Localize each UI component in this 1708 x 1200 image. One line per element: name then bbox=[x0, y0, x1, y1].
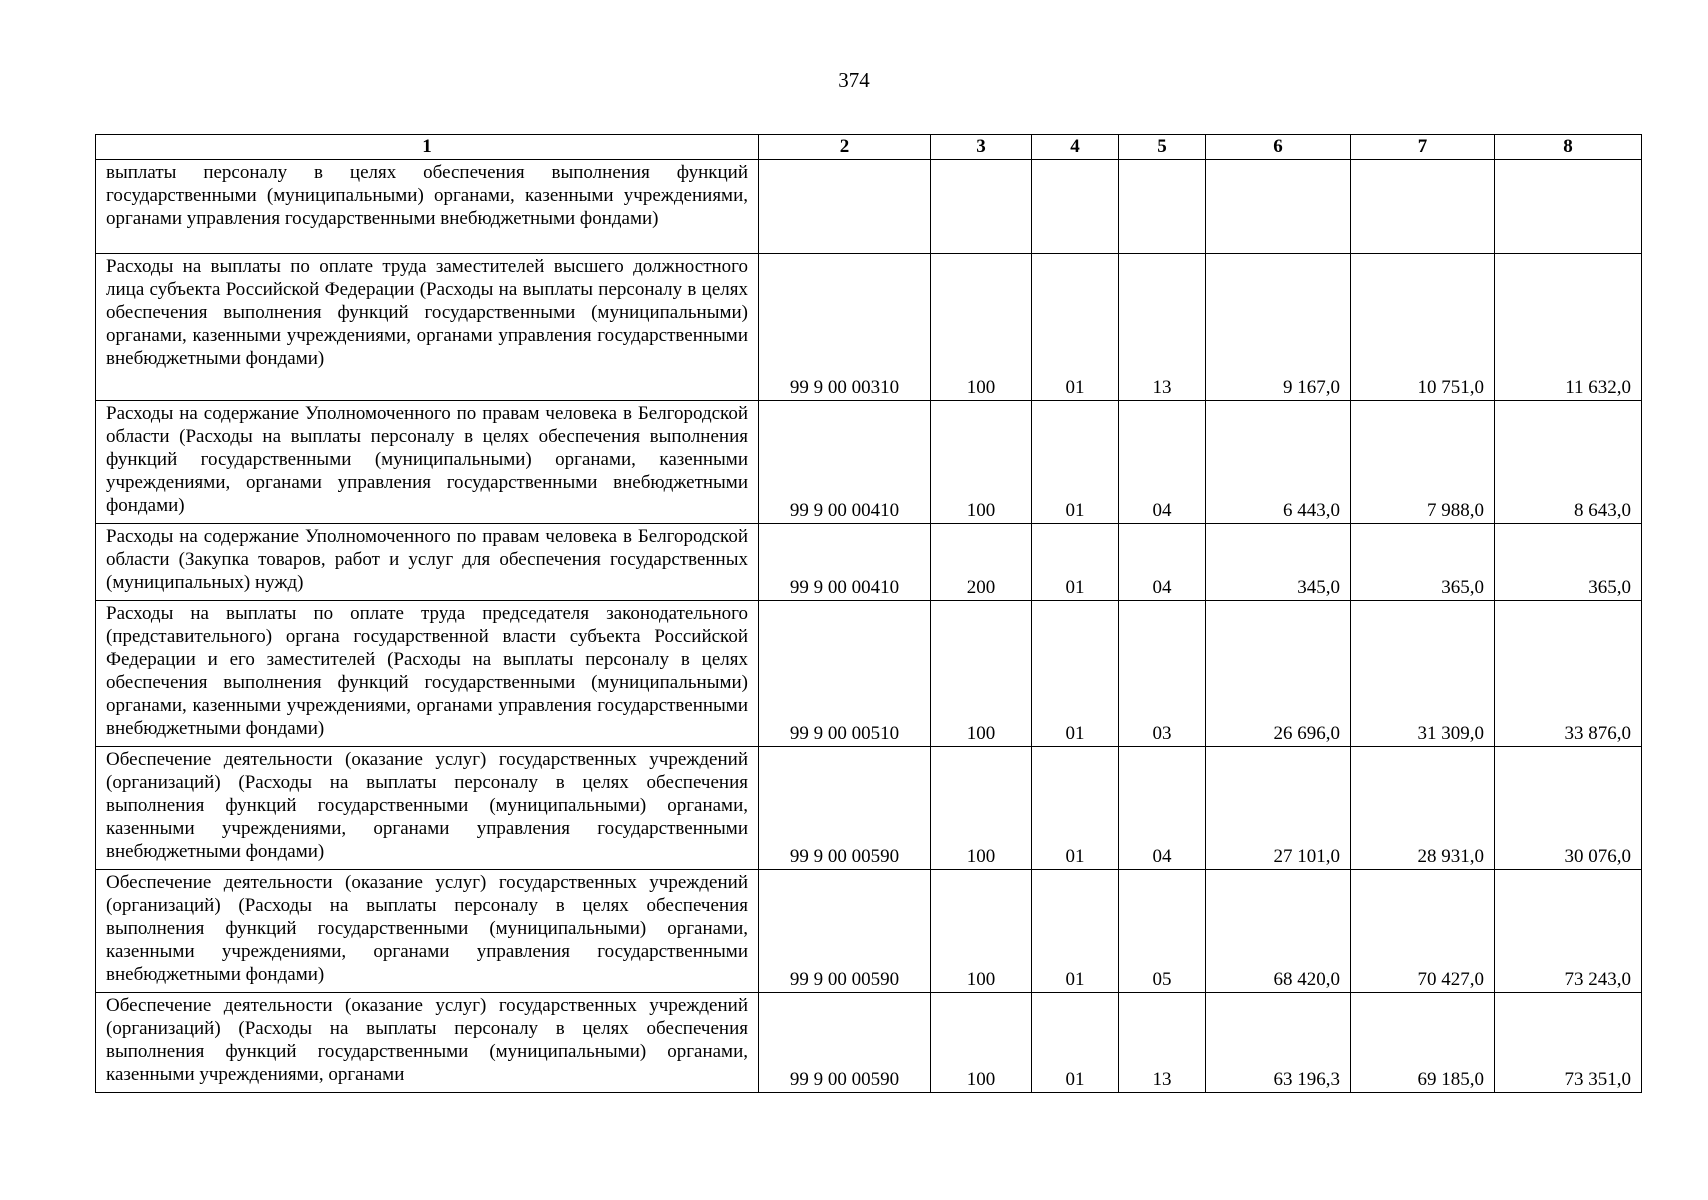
row-col-8: 11 632,0 bbox=[1495, 254, 1642, 401]
table-row bbox=[96, 254, 1642, 401]
table-row bbox=[96, 401, 1642, 524]
table-row bbox=[96, 524, 1642, 601]
header-col-2: 2 bbox=[759, 135, 931, 160]
row-col-5: 04 bbox=[1119, 524, 1206, 601]
row-col-6: 63 196,3 bbox=[1206, 993, 1351, 1093]
row-code: 99 9 00 00590 bbox=[759, 747, 931, 870]
row-description: Расходы на выплаты по оплате труда председателя законодательного (представительного) органа государственной власти субъекта Российской Федерации и его заместителей (Расходы на выплаты персоналу в целях обеспечения выполнения функций государственными (муниципальными) органами, казенными учреждениями, органами управления государственными внебюджетными фондами) bbox=[96, 601, 759, 747]
row-code: 99 9 00 00410 bbox=[759, 401, 931, 524]
row-code: 99 9 00 00590 bbox=[759, 870, 931, 993]
row-col-6: 27 101,0 bbox=[1206, 747, 1351, 870]
row-col-7: 28 931,0 bbox=[1351, 747, 1495, 870]
row-col-4: 01 bbox=[1032, 747, 1119, 870]
row-col-3: 100 bbox=[931, 870, 1032, 993]
row-col-4: 01 bbox=[1032, 870, 1119, 993]
header-col-1: 1 bbox=[96, 135, 759, 160]
row-col-8: 30 076,0 bbox=[1495, 747, 1642, 870]
row-col-6 bbox=[1206, 160, 1351, 254]
header-col-6: 6 bbox=[1206, 135, 1351, 160]
row-col-5: 04 bbox=[1119, 401, 1206, 524]
table-row bbox=[96, 993, 1642, 1093]
row-col-5: 13 bbox=[1119, 993, 1206, 1093]
header-col-8: 8 bbox=[1495, 135, 1642, 160]
table-row bbox=[96, 601, 1642, 747]
row-description: Расходы на содержание Уполномоченного по правам человека в Белгородской области (Расходы на выплаты персоналу в целях обеспечения выполнения функций государственными (муниципальными) органами, казенными учреждениями, органами управления государственными внебюджетными фондами) bbox=[96, 401, 759, 524]
table-header-row bbox=[96, 135, 1642, 160]
row-description: Обеспечение деятельности (оказание услуг) государственных учреждений (организаций) (Расходы на выплаты персоналу в целях обеспечения выполнения функций государственными (муниципальными) органами, казенными учреждениями, органами bbox=[96, 993, 759, 1093]
row-col-4: 01 bbox=[1032, 254, 1119, 401]
row-col-4: 01 bbox=[1032, 401, 1119, 524]
row-code: 99 9 00 00410 bbox=[759, 524, 931, 601]
header-col-5: 5 bbox=[1119, 135, 1206, 160]
row-description: Обеспечение деятельности (оказание услуг) государственных учреждений (организаций) (Расходы на выплаты персоналу в целях обеспечения выполнения функций государственными (муниципальными) органами, казенными учреждениями, органами управления государственными внебюджетными фондами) bbox=[96, 870, 759, 993]
row-code bbox=[759, 160, 931, 254]
row-col-4: 01 bbox=[1032, 993, 1119, 1093]
row-col-7: 31 309,0 bbox=[1351, 601, 1495, 747]
table-row bbox=[96, 160, 1642, 254]
row-col-4: 01 bbox=[1032, 601, 1119, 747]
row-col-8: 73 243,0 bbox=[1495, 870, 1642, 993]
row-col-8: 8 643,0 bbox=[1495, 401, 1642, 524]
table-row bbox=[96, 870, 1642, 993]
row-description: Расходы на выплаты по оплате труда заместителей высшего должностного лица субъекта Российской Федерации (Расходы на выплаты персоналу в целях обеспечения выполнения функций государственными (муниципальными) органами, казенными учреждениями, органами управления государственными внебюджетными фондами) bbox=[96, 254, 759, 401]
header-col-7: 7 bbox=[1351, 135, 1495, 160]
budget-table bbox=[95, 134, 1642, 1093]
row-col-6: 345,0 bbox=[1206, 524, 1351, 601]
row-col-6: 6 443,0 bbox=[1206, 401, 1351, 524]
table-row bbox=[96, 747, 1642, 870]
row-col-7 bbox=[1351, 160, 1495, 254]
row-col-6: 9 167,0 bbox=[1206, 254, 1351, 401]
row-col-7: 365,0 bbox=[1351, 524, 1495, 601]
row-col-6: 68 420,0 bbox=[1206, 870, 1351, 993]
row-col-5 bbox=[1119, 160, 1206, 254]
row-description: выплаты персоналу в целях обеспечения выполнения функций государственными (муниципальными) органами, казенными учреждениями, органами управления государственными внебюджетными фондами) bbox=[96, 160, 759, 254]
row-col-3: 100 bbox=[931, 747, 1032, 870]
row-description: Расходы на содержание Уполномоченного по правам человека в Белгородской области (Закупка товаров, работ и услуг для обеспечения государственных (муниципальных) нужд) bbox=[96, 524, 759, 601]
row-col-7: 10 751,0 bbox=[1351, 254, 1495, 401]
row-col-3: 100 bbox=[931, 601, 1032, 747]
row-col-7: 69 185,0 bbox=[1351, 993, 1495, 1093]
row-col-3 bbox=[931, 160, 1032, 254]
row-col-3: 100 bbox=[931, 993, 1032, 1093]
row-col-8: 33 876,0 bbox=[1495, 601, 1642, 747]
row-code: 99 9 00 00310 bbox=[759, 254, 931, 401]
row-col-5: 05 bbox=[1119, 870, 1206, 993]
row-col-3: 200 bbox=[931, 524, 1032, 601]
row-col-8: 365,0 bbox=[1495, 524, 1642, 601]
row-col-4 bbox=[1032, 160, 1119, 254]
row-col-3: 100 bbox=[931, 401, 1032, 524]
row-col-6: 26 696,0 bbox=[1206, 601, 1351, 747]
row-col-7: 7 988,0 bbox=[1351, 401, 1495, 524]
row-col-4: 01 bbox=[1032, 524, 1119, 601]
header-col-3: 3 bbox=[931, 135, 1032, 160]
row-col-8 bbox=[1495, 160, 1642, 254]
row-col-5: 04 bbox=[1119, 747, 1206, 870]
header-col-4: 4 bbox=[1032, 135, 1119, 160]
page-number: 374 bbox=[838, 68, 870, 92]
row-col-3: 100 bbox=[931, 254, 1032, 401]
row-description: Обеспечение деятельности (оказание услуг) государственных учреждений (организаций) (Расходы на выплаты персоналу в целях обеспечения выполнения функций государственными (муниципальными) органами, казенными учреждениями, органами управления государственными внебюджетными фондами) bbox=[96, 747, 759, 870]
row-col-8: 73 351,0 bbox=[1495, 993, 1642, 1093]
row-code: 99 9 00 00510 bbox=[759, 601, 931, 747]
row-col-7: 70 427,0 bbox=[1351, 870, 1495, 993]
row-code: 99 9 00 00590 bbox=[759, 993, 931, 1093]
row-col-5: 03 bbox=[1119, 601, 1206, 747]
row-col-5: 13 bbox=[1119, 254, 1206, 401]
